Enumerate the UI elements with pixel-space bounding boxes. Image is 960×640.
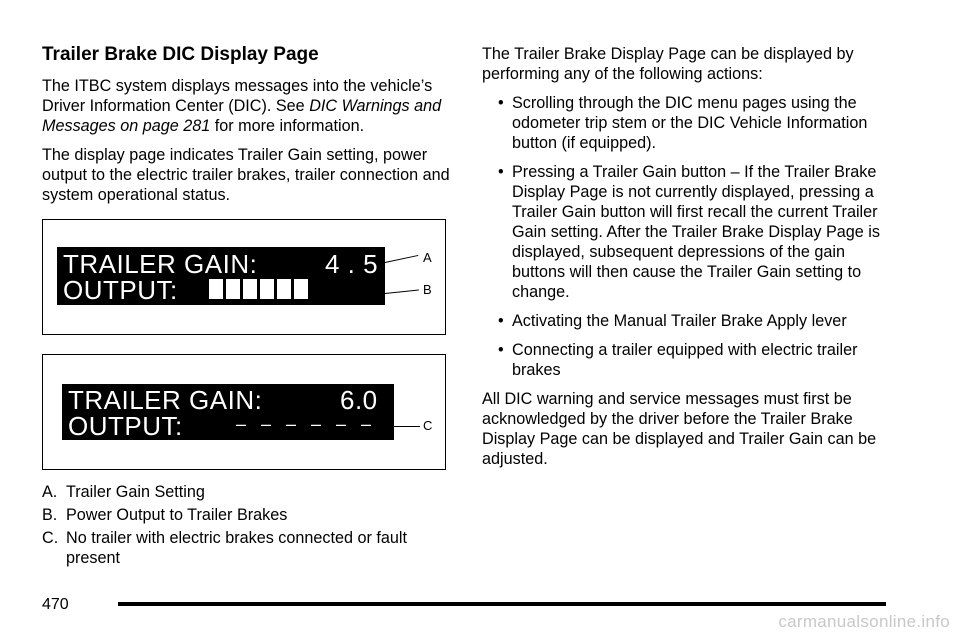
output-bar-segment (260, 279, 274, 299)
callout-legend (42, 482, 450, 568)
action-item: • Activating the Manual Trailer Brake Apply lever (482, 311, 894, 331)
output-bar-segment (277, 279, 291, 299)
gain-label-2: TRAILER GAIN: (68, 385, 263, 415)
intro-paragraph (42, 76, 450, 136)
legend-text: Trailer Gain Setting (66, 483, 205, 501)
gain-row (63, 249, 379, 279)
output-bar-segment (226, 279, 240, 299)
output-power-bars (209, 279, 308, 299)
output-dashes: – – – – – – (236, 414, 377, 434)
action-item: • Pressing a Trailer Gain button – If the Trailer Brake Display Page is not currently displayed, pressing a Trailer Gain button will first recall the current Trailer Gain setting. After the Trailer Brake Display Page is displayed, subsequent depressions of the gain buttons will then cause the Trailer Gain setting to change. (482, 162, 894, 302)
callout-label-c: C (423, 418, 433, 433)
intro-text: The ITBC system displays messages into the vehicle’s Driver Information Center (DIC). See (42, 77, 433, 115)
actions-list (482, 93, 894, 380)
cross-reference-link[interactable]: DIC Warnings and Messages on page 281 (42, 97, 442, 135)
legend-item (42, 482, 450, 502)
callout-line-c (394, 426, 420, 427)
footer-rule (118, 602, 886, 606)
action-item: • Scrolling through the DIC menu pages using the odometer trip stem or the DIC Vehicle Information button (if equipped). (482, 93, 894, 153)
actions-intro-paragraph: The Trailer Brake Display Page can be displayed by performing any of the following actions: (482, 45, 854, 83)
action-item: • Connecting a trailer equipped with electric trailer brakes (482, 340, 894, 380)
legend-key: A. (42, 483, 58, 501)
gain-row-2 (68, 385, 378, 415)
output-bar-segment (209, 279, 223, 299)
closing-paragraph: All DIC warning and service messages must first be acknowledged by the driver before the Trailer Brake Display Page can be displayed and Trailer Gain can be adjusted. (482, 390, 877, 468)
right-column (482, 44, 894, 478)
legend-item (42, 528, 450, 568)
legend-text: No trailer with electric brakes connected or fault present (66, 529, 407, 567)
legend-key: C. (42, 529, 59, 547)
display-illustration-no-trailer (42, 354, 446, 470)
output-label: OUTPUT: (63, 275, 178, 305)
page-number: 470 (42, 596, 69, 613)
gain-value: 4 . 5 (325, 249, 379, 279)
gain-value-2: 6.0 (340, 385, 378, 415)
display-illustration-gain-output (42, 219, 446, 335)
legend-item (42, 505, 450, 525)
dic-display-screen (57, 247, 385, 305)
legend-text: Power Output to Trailer Brakes (66, 506, 288, 524)
output-bar-segment (243, 279, 257, 299)
callout-label-a: A (423, 250, 432, 265)
callout-line-a (385, 255, 419, 263)
display-description-paragraph: The display page indicates Trailer Gain setting, power output to the electric trailer brakes, trailer connection and system operational status. (42, 146, 450, 204)
dic-display-screen-no-trailer (62, 384, 394, 440)
output-row-2 (68, 411, 377, 441)
legend-key: B. (42, 506, 58, 524)
output-label-2: OUTPUT: (68, 411, 183, 441)
intro-text-tail: for more information. (210, 117, 365, 135)
callout-label-b: B (423, 282, 432, 297)
output-row (63, 276, 178, 304)
callout-line-b (385, 289, 419, 294)
left-column (42, 44, 450, 571)
section-title: Trailer Brake DIC Display Page (42, 44, 319, 65)
gain-label: TRAILER GAIN: (63, 249, 258, 279)
watermark-text: carmanualsonline.info (778, 612, 950, 631)
output-bar-segment (294, 279, 308, 299)
